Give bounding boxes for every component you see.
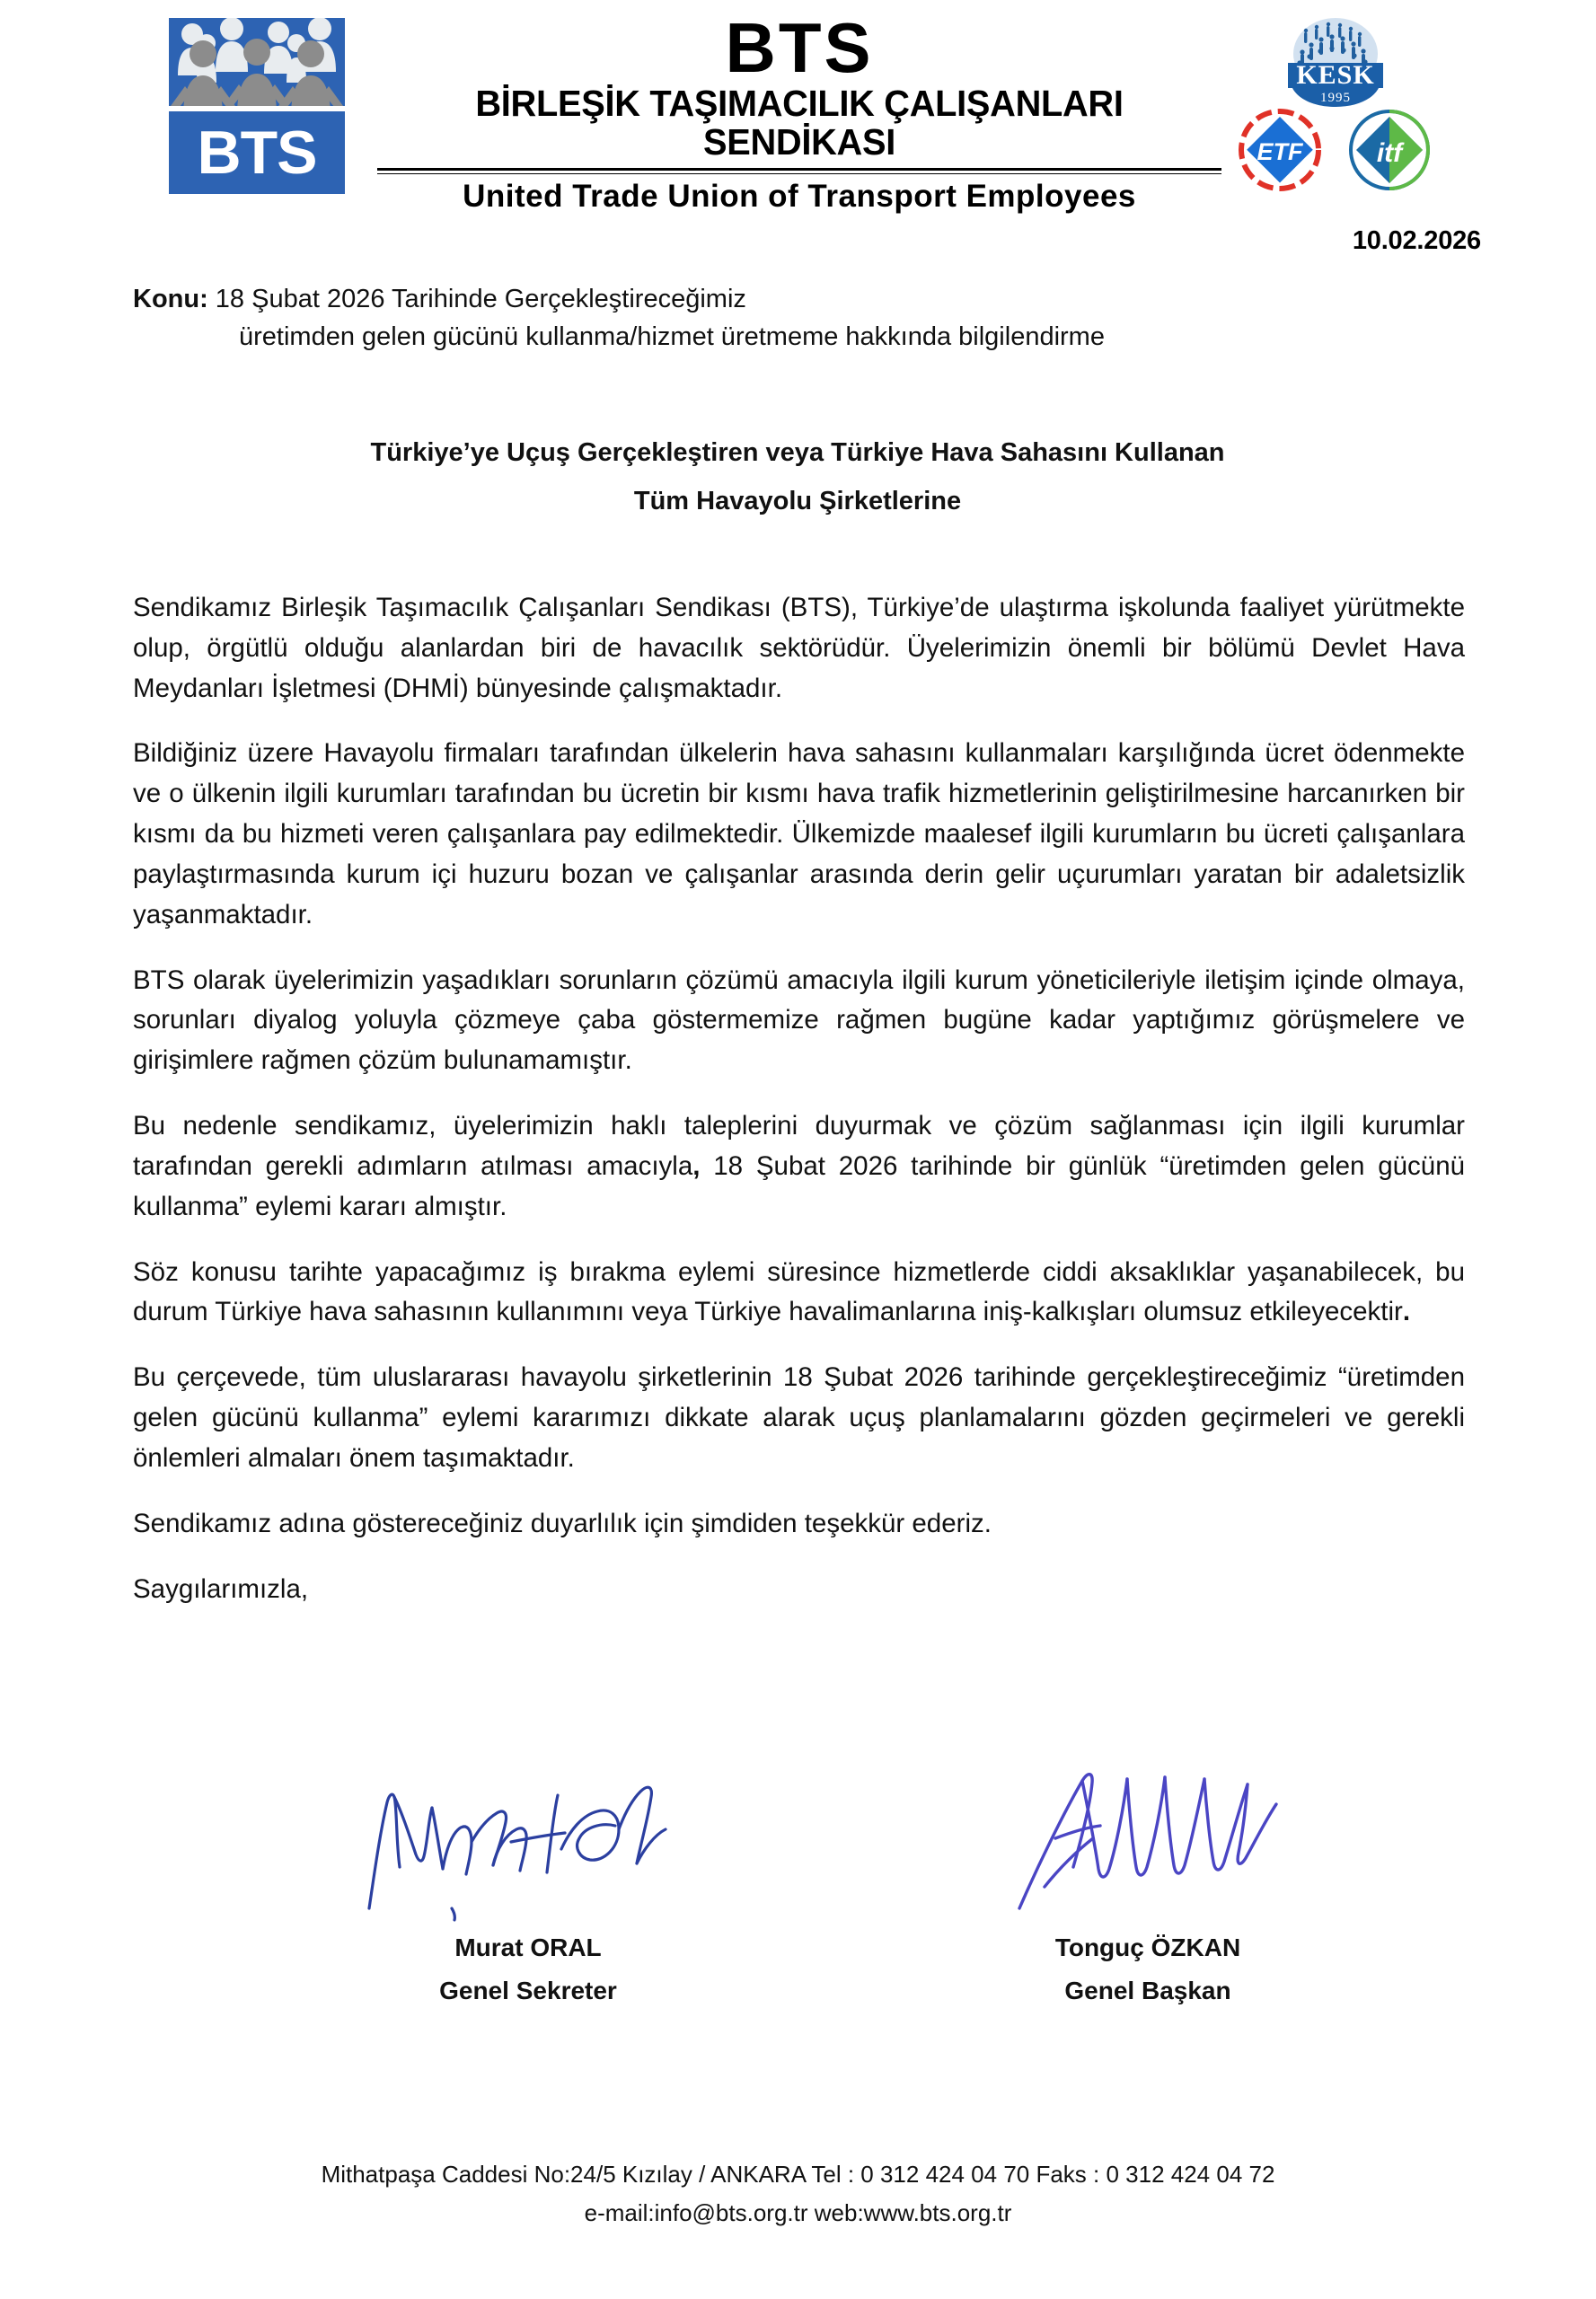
body-paragraph-4-part-a: Bu nedenle sendikamız, üyelerimizin haklı taleplerini duyurmak ve çözüm sağlanması için ilgili kurumlar tarafından gerekli adımların atılması amacıyla (133, 1111, 1465, 1181)
addressee-line-2: Tüm Havayolu Şirketlerine (633, 486, 962, 515)
svg-text:KESK: KESK (1296, 60, 1375, 90)
signatory-title-left: Genel Sekreter (439, 1977, 617, 2004)
subject-line-2: üretimden gelen gücünü kullanma/hizmet üretmeme hakkında bilgilendirme (239, 322, 1105, 352)
signature-ink-murat-oral (304, 1756, 753, 1926)
signatory-name-left: Murat ORAL (454, 1933, 602, 1961)
letterhead-name-tr: BİRLEŞİK TAŞIMACILIK ÇALIŞANLARI SENDİKASI (475, 83, 1124, 163)
body-paragraph-3: BTS olarak üyelerimizin yaşadıkları sorunların çözümü amacıyla ilgili kurum yöneticileriyle iletişim içinde olmaya, sorunları diyalog yoluyla çözmeye çaba göstermemize rağmen bugüne kadar yaptığımız görüşmelere ve girişimlere rağmen çözüm bulunamamıştır. (133, 965, 1465, 1076)
body-paragraph-7: Sendikamız adına göstereceğiniz duyarlılık için şimdiden teşekkür ederiz. (133, 1508, 992, 1538)
itf-logo (1345, 106, 1433, 194)
subject-line-1: 18 Şubat 2026 Tarihinde Gerçekleştireceğimiz (207, 285, 746, 313)
body-paragraph-5-emphasis: . (1402, 1297, 1411, 1327)
page-footer (0, 2155, 1596, 2233)
subject-label: Konu: (133, 285, 208, 313)
body-paragraph-5 (133, 1253, 1465, 1334)
etf-logo (1236, 106, 1324, 194)
body-paragraph-6: Bu çerçevede, tüm uluslararası havayolu şirketlerinin 18 Şubat 2026 tarihinde gerçekleştireceğimiz “üretimden gelen gücünü kullanma” eylemi kararımızı dikkate alarak uçuş planlamalarını gözden geçirmeleri ve gerekli önlemleri almaları önem taşımaktadır. (133, 1362, 1465, 1473)
footer-contact: e-mail:info@bts.org.tr web:www.bts.org.tr (584, 2198, 1012, 2226)
signature-block (133, 1756, 1465, 2052)
letter-body (133, 588, 1465, 1634)
body-paragraph-4-part-c: 18 Şubat 2026 tarihinde bir günlük “üretimden gelen gücünü kullanma” eylemi kararı almıştır. (133, 1150, 1466, 1221)
bts-logo-crowd-icon (169, 18, 345, 106)
bts-logo-wordmark (169, 111, 345, 194)
signature-column-right (923, 1756, 1372, 2005)
body-paragraph-1: Sendikamız Birleşik Taşımacılık Çalışanları Sendikası (BTS), Türkiye’de ulaştırma işkolunda faaliyet yürütmekte olup, örgütlü olduğu alanlardan biri de havacılık sektörüdür. Üyelerimizin önemli bir bölümü Devlet Hava Meydanları İşletmesi (DHMİ) bünyesinde çalışmaktadır. (133, 593, 1465, 703)
bts-logo (169, 18, 345, 194)
letterhead-divider (377, 168, 1221, 174)
svg-text:1995: 1995 (1320, 91, 1351, 105)
svg-text:itf: itf (1376, 138, 1403, 168)
letterhead-title-block (377, 8, 1221, 215)
letter-date: 10.02.2026 (1352, 226, 1481, 255)
addressee-line-1: Türkiye’ye Uçuş Gerçekleştiren veya Türkiye Hava Sahasını Kullanan (370, 438, 1225, 467)
body-closing: Saygılarımızla, (133, 1573, 309, 1604)
body-paragraph-4 (133, 1106, 1465, 1227)
signatory-name-right: Tonguç ÖZKAN (1054, 1933, 1241, 1961)
letterhead (0, 8, 1596, 215)
bts-logo-word: BTS (197, 119, 317, 187)
signatory-title-right: Genel Başkan (1064, 1977, 1231, 2004)
svg-text:ETF: ETF (1257, 138, 1303, 165)
signature-ink-tonguc-ozkan (923, 1756, 1372, 1926)
footer-address: Mithatpaşa Caddesi No:24/5 Kızılay / ANKARA Tel : 0 312 424 04 70 Faks : 0 312 424 04 72 (321, 2161, 1275, 2188)
affiliate-logos (1230, 13, 1464, 206)
body-paragraph-4-emphasis: , (692, 1150, 701, 1181)
letterhead-name-en: United Trade Union of Transport Employees (463, 179, 1136, 215)
letterhead-acronym: BTS (725, 8, 874, 87)
addressee-block (133, 429, 1462, 525)
signature-column-left (304, 1756, 753, 2005)
subject-block (133, 280, 1462, 356)
kesk-logo (1283, 13, 1389, 110)
body-paragraph-2: Bildiğiniz üzere Havayolu firmaları tarafından ülkelerin hava sahasını kullanmaları karşılığında ücret ödenmekte ve o ülkenin ilgili kurumları tarafından bu ücretin bir kısmı hava trafik hizmetlerinin geliştirilmesine harcanırken bir kısmı da bu hizmeti veren çalışanlara pay edilmektedir. Ülkemizde maalesef ilgili kurumların bu ücreti çalışanlara paylaştırmasında kurum içi huzuru bozan ve çalışanlar arasında derin gelir uçurumları yaratan bir adaletsizlik yaşanmaktadır. (133, 738, 1465, 929)
body-paragraph-5-part-a: Söz konusu tarihte yapacağımız iş bırakma eylemi süresince hizmetlerde ciddi aksaklıklar yaşanabilecek, bu durum Türkiye hava sahasının kullanımını veya Türkiye havalimanlarına iniş-kalkışları olumsuz etkileyecektir (133, 1256, 1465, 1327)
